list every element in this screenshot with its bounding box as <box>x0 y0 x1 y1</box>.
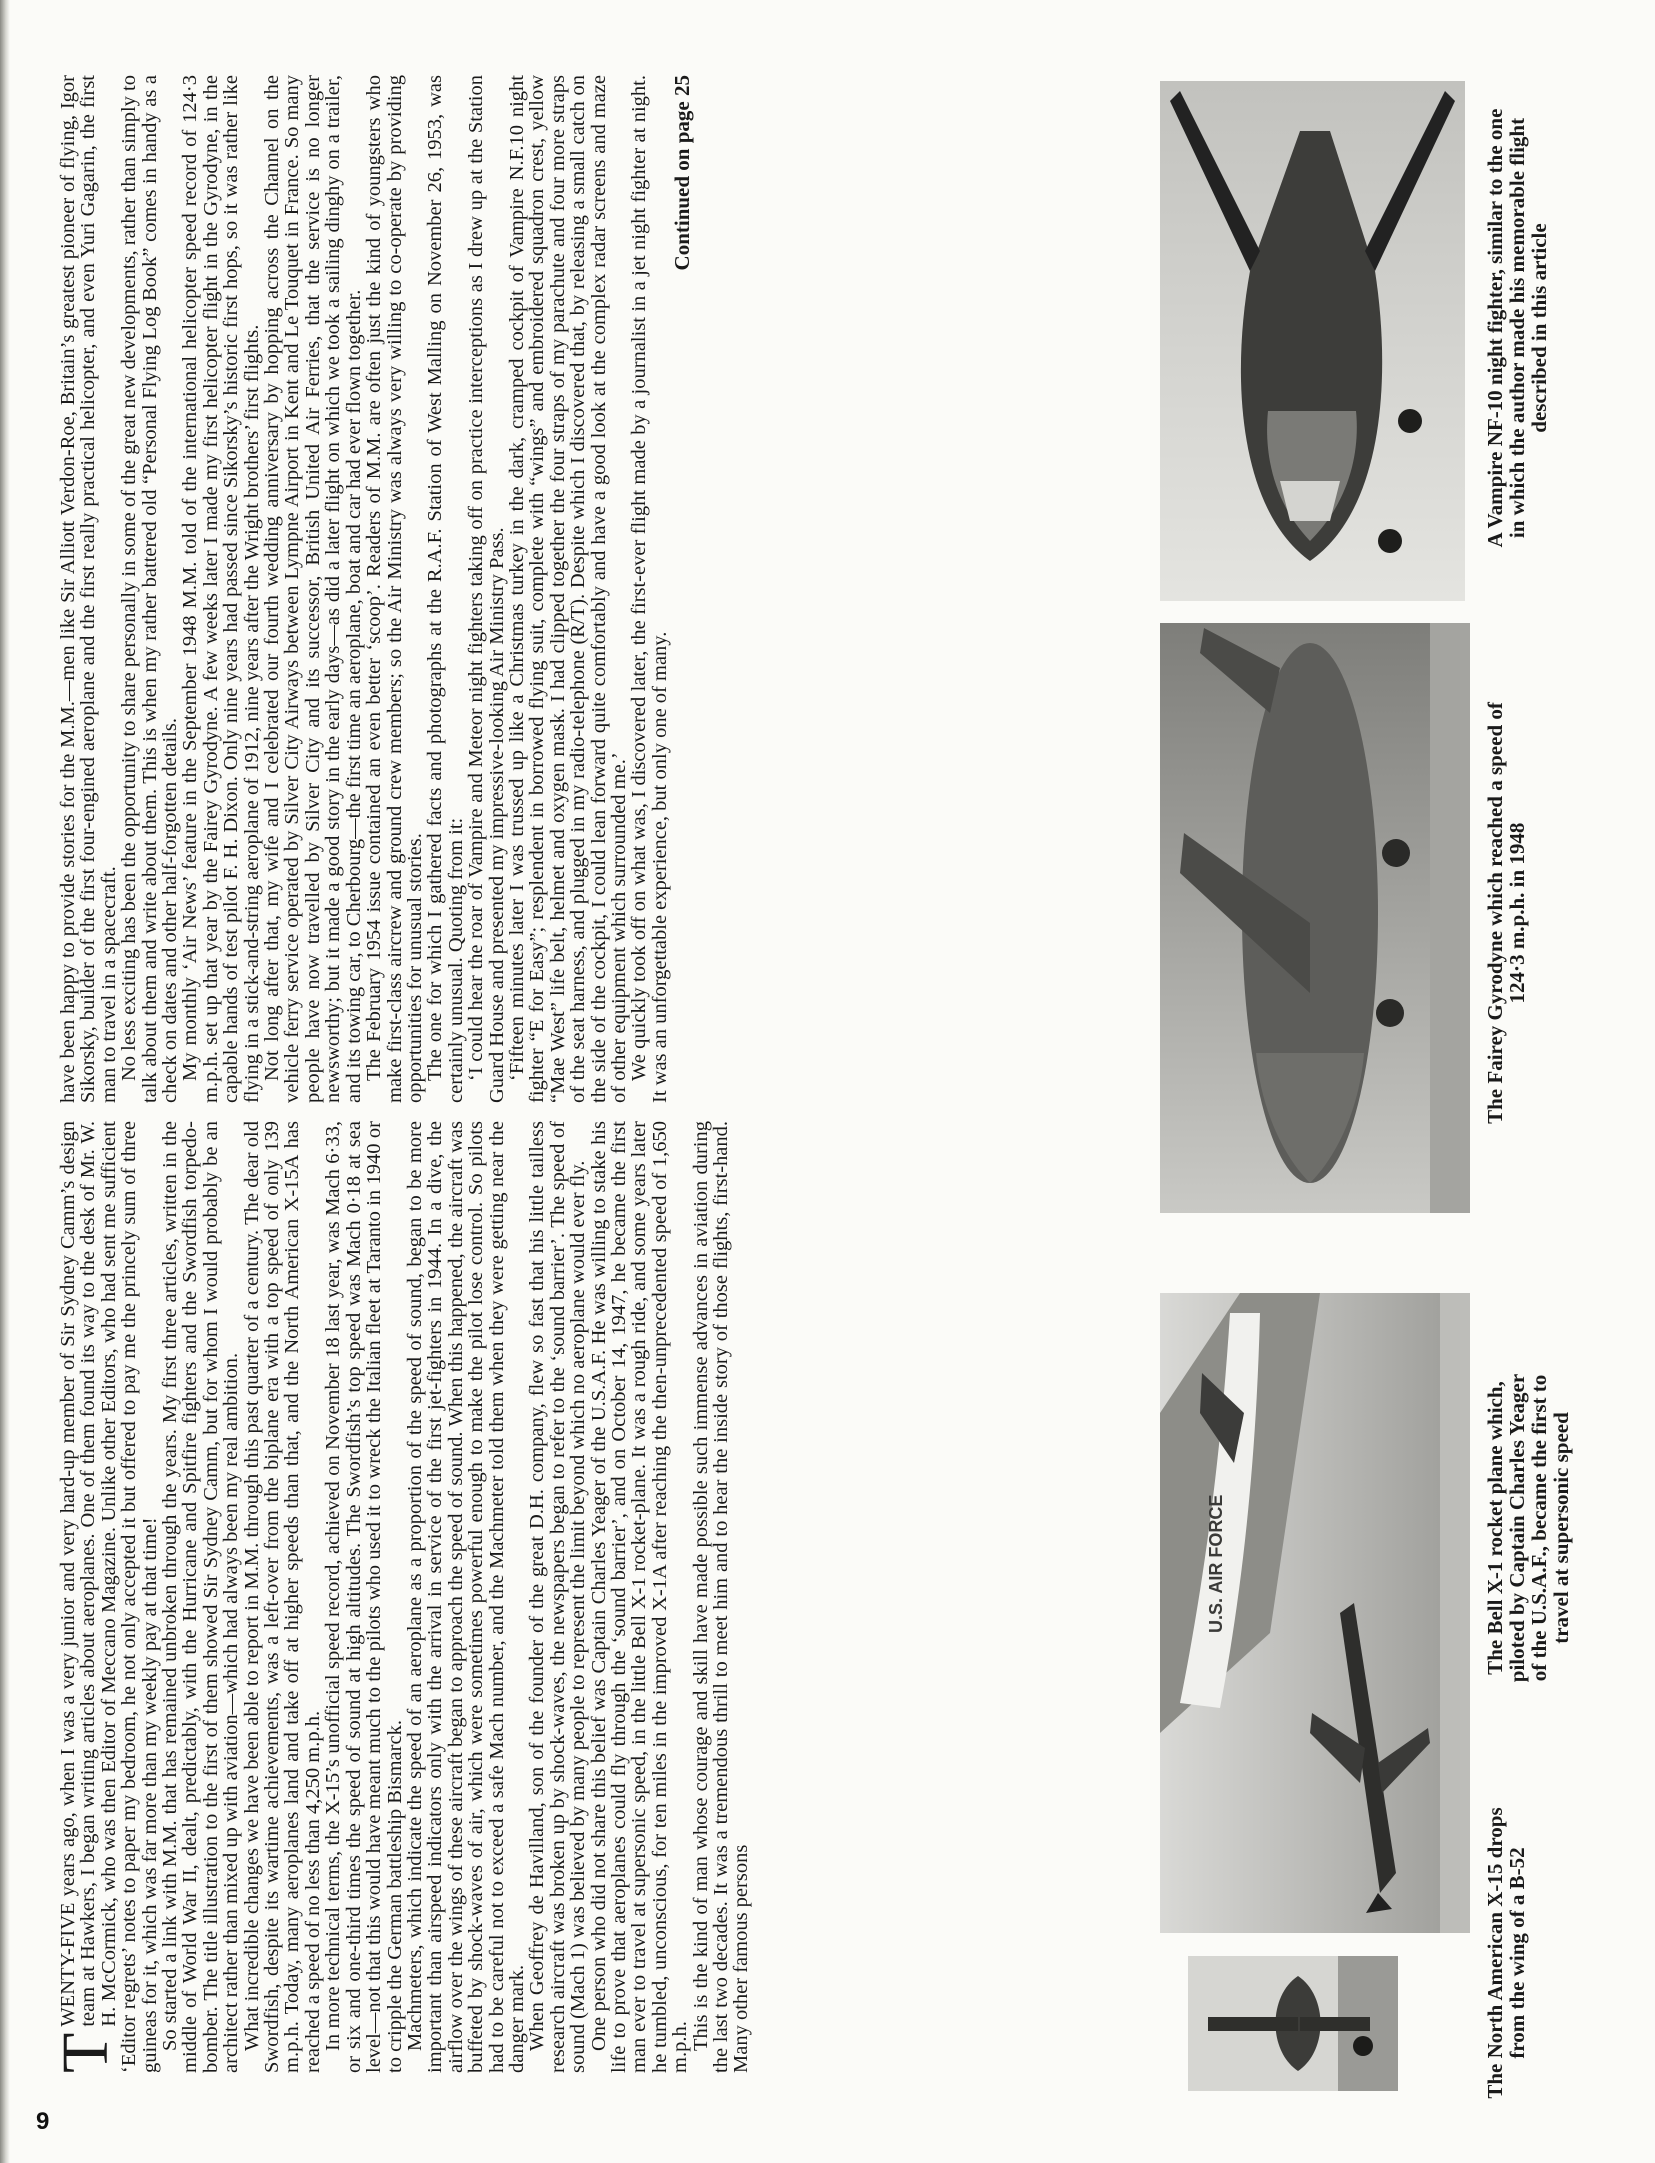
article-paragraph: have been happy to provide stories for the M.M.—men like Sir Alliott Verdon-Roe, Britain’s greatest pioneer of flying, Igor Sikorsky, builder of the first four-engined aeroplane and the first really practical helicopter, and even Yuri Gagarin, the first man to travel in a spacecraft. <box>57 75 120 1103</box>
article-paragraph: Machmeters, which indicate the speed of an aeroplane as a proportion of the speed of sound, began to be more important than airspeed indicators only with the arrival in service of the first jet-fighters in 1944. In a dive, the airflow over the wings of these aircraft began to approach the speed of sound. When this happened, the aircraft was buffeted by shock-waves of air, which were sometimes powerful enough to make the pilot lose control. So pilots had to be careful not to exceed a safe Mach number, and the Machmeter told them when they were getting near the danger mark. <box>403 1121 528 2073</box>
photo-caption-x15: The North American X-15 drops from the wing of a B-52 <box>1483 1807 1529 2099</box>
article-paragraph: In more technical terms, the X-15’s unofficial speed record, achieved on November 18 last year, was Mach 6·33, or six and one-third times the speed of sound at high altitudes. The Swordfish’s top speed was Mach 0·18 at sea level—not that this would have meant much to the pilots who used it to wreck the Italian fleet at Taranto in 1940 or to cripple the German battleship Bismarck. <box>322 1121 406 2073</box>
article-paragraph: One person who did not share this belief was Captain Charles Yeager of the U.S.A.F. He was willing to stake his life to prove that aeroplanes could fly through the ‘sound barrier’, and on October 14, 1947, he became the first man ever to travel at supersonic speed, in the little Bell X-1 rocket-plane. It was a rough ride, and some years later he tumbled, unconscious, for ten miles in the improved X-1A after reaching the then-unprecedented speed of 1,650 m.p.h. <box>587 1121 692 2073</box>
photo-caption-gyrodyne: The Fairey Gyrodyne which reached a speed of 124·3 m.p.h. in 1948 <box>1483 702 1529 1124</box>
article-paragraph: The one for which I gathered facts and photographs at the R.A.F. Station of West Malling on November 26, 1953, was certainly unusual. Quoting from it: <box>424 75 467 1103</box>
article-paragraph: ‘I could hear the roar of Vampire and Meteor night fighters taking off on practice interceptions as I drew up at the Station Guard House and presented my impressive-looking Air Ministry Pass. <box>465 75 508 1103</box>
article-paragraph: No less exciting has been the opportunity to share personally in some of the great new developments, rather than simply to talk about them and write about them. This is when my rather battered old “Personal Flying Log Book” comes in handy as a check on dates and other half-forgotten details. <box>118 75 182 1103</box>
article-column-1 <box>49 1121 753 2073</box>
article-paragraph: Not long after that, my wife and I celebrated our fourth wedding anniversary by hopping across the Channel on the vehicle ferry service operated by Silver City Airways between Lympne Airport in Kent and Le Touquet in France. So many people have now travelled by Silver City and its successor, British United Air Ferries, that the service is no longer newsworthy; but it made a good story in the early days—as did a later flight on which we took a sailing dinghy on a trailer, and its towing car, to Cherbourg—the first time an aeroplane, boat and car had ever flown together. <box>261 75 365 1103</box>
article-column-2 <box>58 75 693 1103</box>
article-paragraph: The February 1954 issue contained an even better ‘scoop’. Readers of M.M. are often just the kind of youngsters who make first-class aircrew and ground crew members; so the Air Ministry was always very willing to co-operate by providing opportunities for unusual stories. <box>363 75 426 1103</box>
continued-note: Continued on page 25 <box>670 75 695 271</box>
fairey-gyrodyne-photo <box>1160 81 1465 601</box>
article-paragraph: T WENTY-FIVE years ago, when I was a very junior and very hard-up member of Sir Sydney Camm’s design team at Hawkers, I began writing articles about aeroplanes. One of them found its way to the desk of Mr. W. H. McCormick, who was then Editor of Meccano Magazine. Unlike other Editors, who had sent me sufficient ‘Editor regrets’ notes to paper my bedroom, he not only accepted it but offered to pay me the princely sum of three guineas for it, which was far more than my weekly pay at that time! <box>49 1121 161 2073</box>
article-paragraph: We quickly took off on what was, I discovered later, the first-ever flight made by a journalist in a jet night fighter at night. It was an unforgettable experience, but only one of many. <box>628 75 671 1103</box>
article-paragraph: My monthly ‘Air News’ feature in the September 1948 M.M. told of the international helicopter speed record of 124·3 m.p.h. set up that year by the Fairey Gyrodyne. A few weeks later I made my first helicopter flight in the Gyrodyne, in the capable hands of test pilot F. H. Dixon. Only nine years had passed since Sikorsky’s historic first hops, so it was rather like flying in a stick-and-string aeroplane of 1912, nine years after the Wright brothers’ first flights. <box>179 75 263 1103</box>
x15-b52-photo <box>1160 1293 1470 1933</box>
photo-caption-x1: The Bell X-1 rocket plane which, piloted by Captain Charles Yeager of the U.S.A.F., became the first to travel at supersonic speed <box>1483 1373 1573 1683</box>
article-paragraph: When Geoffrey de Havilland, son of the founder of the great D.H. company, flew so fast that his little tailless research aircraft was broken up by shock-waves, the newspapers began to refer to the ‘sound barrier’. The speed of sound (Mach 1) was believed by many people to represent the limit beyond which no aeroplane would ever fly. <box>526 1121 590 2073</box>
photo-caption-vampire: A Vampire NF-10 night fighter, similar to the one in which the author made his memorable flight described in this article <box>1483 108 1551 548</box>
page-number: 9 <box>36 2108 50 2135</box>
drop-cap: T <box>49 2032 122 2073</box>
article-paragraph: This is the kind of man whose courage and skill have made possible such immense advances in aviation during the last two decades. It was a tremendous thrill to meet him and to hear the inside story of those flights, first-hand. Many other famous persons <box>689 1121 753 2073</box>
article-paragraph: What incredible changes we have been able to report in M.M. through this past quarter of a century. The dear old Swordfish, despite its wartime achievements, was a left-over from the biplane era with a top speed of only 139 m.p.h. Today, many aeroplanes land and take off at higher speeds than that, and the North American X-15A has reached a speed of no less than 4,250 m.p.h. <box>240 1121 324 2073</box>
article-paragraph: So started a link with M.M. that has remained unbroken through the years. My first three articles, written in the middle of World War II, dealt, predictably, with the Hurricane and Spitfire fighters and the Swordfish torpedo-bomber. The title illustration to the first of them showed Sir Sydney Camm, but for whom I would probably be an architect rather than mixed up with aviation—which had always been my real ambition. <box>159 1121 243 2073</box>
aircraft-marking: U.S. AIR FORCE <box>1206 1494 1226 1633</box>
article-paragraph: ‘Fifteen minutes later I was trussed up like a Christmas turkey in the dark, cramped cockpit of Vampire N.F.10 night fighter “E for Easy”; resplendent in borrowed flying suit, complete with “wings” and embroidered squadron crest, yellow “Mae West” life belt, helmet and oxygen mask. I had clipped together the four straps of my parachute and four more straps of the seat harness, and plugged in my radio-telephone (R/T). Despite which I discovered that, by releasing a small catch on the side of the cockpit, I could lean forward quite comfortably and have a good look at the complex radar screens and maze of other equipment which surrounded me.’ <box>505 75 630 1103</box>
vampire-nf10-photo <box>1188 1956 1398 2091</box>
bell-x1-photo <box>1160 623 1470 1213</box>
